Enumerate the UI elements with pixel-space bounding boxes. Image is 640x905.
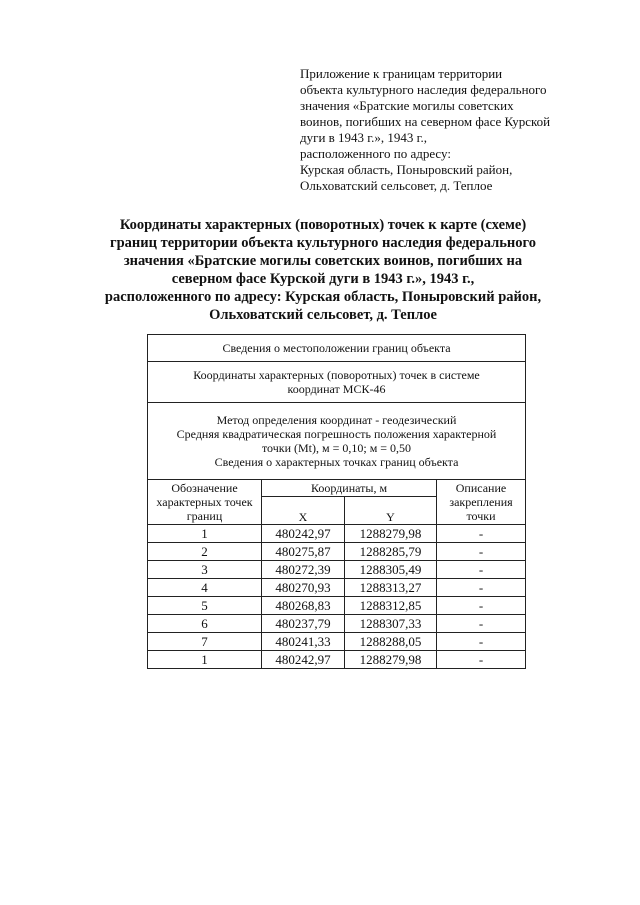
section-system-line: координат МСК-46 <box>287 382 386 396</box>
point-description: - <box>437 543 526 561</box>
coord-y: 1288285,79 <box>345 543 437 561</box>
title-line: северном фасе Курской дуги в 1943 г.», 1943 г., <box>171 271 475 287</box>
annex-line: дуги в 1943 г.», 1943 г., <box>300 130 428 145</box>
annex-line: объекта культурного наследия федерального <box>300 82 547 97</box>
coord-y: 1288279,98 <box>345 651 437 669</box>
point-description: - <box>437 633 526 651</box>
section-method-line: Средняя квадратическая погрешность положения характерной <box>176 427 497 441</box>
coord-x: 480268,83 <box>262 597 345 615</box>
point-description: - <box>437 615 526 633</box>
section-method-line: Сведения о характерных точках границ объекта <box>214 455 459 469</box>
header-description: Описание закрепления точки <box>437 480 526 525</box>
table-row <box>148 543 526 561</box>
title-line: расположенного по адресу: Курская область, Поныровский район, <box>104 289 542 305</box>
annex-line: Курская область, Поныровский район, <box>300 162 513 177</box>
coordinates-table <box>147 334 526 669</box>
point-number: 4 <box>148 579 262 597</box>
coord-x: 480242,97 <box>262 525 345 543</box>
coord-y: 1288305,49 <box>345 561 437 579</box>
table-row <box>148 615 526 633</box>
table-row <box>148 633 526 651</box>
title-line: границ территории объекта культурного наследия федерального <box>110 235 536 251</box>
table-section-location <box>148 335 526 362</box>
point-description: - <box>437 561 526 579</box>
point-description: - <box>437 597 526 615</box>
coord-y: 1288288,05 <box>345 633 437 651</box>
table-row <box>148 597 526 615</box>
coord-y: 1288312,85 <box>345 597 437 615</box>
header-y: Y <box>345 497 437 525</box>
point-number: 5 <box>148 597 262 615</box>
title-line: значения «Братские могилы советских воинов, погибших на <box>123 253 523 269</box>
point-description: - <box>437 651 526 669</box>
point-number: 6 <box>148 615 262 633</box>
title-line: Координаты характерных (поворотных) точек к карте (схеме) <box>119 217 527 233</box>
table-row <box>148 525 526 543</box>
coord-x: 480270,93 <box>262 579 345 597</box>
point-description: - <box>437 525 526 543</box>
table-section-system <box>148 362 526 403</box>
coord-x: 480237,79 <box>262 615 345 633</box>
section-method-cell <box>148 403 526 480</box>
annex-line: воинов, погибших на северном фасе Курской <box>300 114 551 129</box>
document-title <box>60 216 586 324</box>
coord-y: 1288307,33 <box>345 615 437 633</box>
coord-x: 480241,33 <box>262 633 345 651</box>
section-system-line: Координаты характерных (поворотных) точек в системе <box>193 368 480 382</box>
section-location-text: Сведения о местоположении границ объекта <box>148 335 526 362</box>
annex-line: расположенного по адресу: <box>300 146 451 161</box>
table-row <box>148 579 526 597</box>
point-number: 2 <box>148 543 262 561</box>
table-row <box>148 561 526 579</box>
table-header-row <box>148 480 526 497</box>
header-designation: Обозначение характерных точек границ <box>148 480 262 525</box>
annex-line: Приложение к границам территории <box>300 66 503 81</box>
coord-y: 1288279,98 <box>345 525 437 543</box>
table-row <box>148 651 526 669</box>
annex-line: значения «Братские могилы советских <box>300 98 514 113</box>
coord-x: 480275,87 <box>262 543 345 561</box>
coord-y: 1288313,27 <box>345 579 437 597</box>
coord-x: 480272,39 <box>262 561 345 579</box>
annex-note <box>300 66 600 194</box>
point-number: 3 <box>148 561 262 579</box>
header-x: X <box>262 497 345 525</box>
title-line: Ольховатский сельсовет, д. Теплое <box>209 307 437 323</box>
table-section-method <box>148 403 526 480</box>
point-number: 1 <box>148 525 262 543</box>
header-coordinates: Координаты, м <box>262 480 437 497</box>
annex-line: Ольховатский сельсовет, д. Теплое <box>300 178 493 193</box>
section-method-line: точки (Mt), м = 0,10; м = 0,50 <box>261 441 412 455</box>
coord-x: 480242,97 <box>262 651 345 669</box>
point-description: - <box>437 579 526 597</box>
point-number: 7 <box>148 633 262 651</box>
section-method-line: Метод определения координат - геодезический <box>216 413 457 427</box>
point-number: 1 <box>148 651 262 669</box>
section-system-cell <box>148 362 526 403</box>
